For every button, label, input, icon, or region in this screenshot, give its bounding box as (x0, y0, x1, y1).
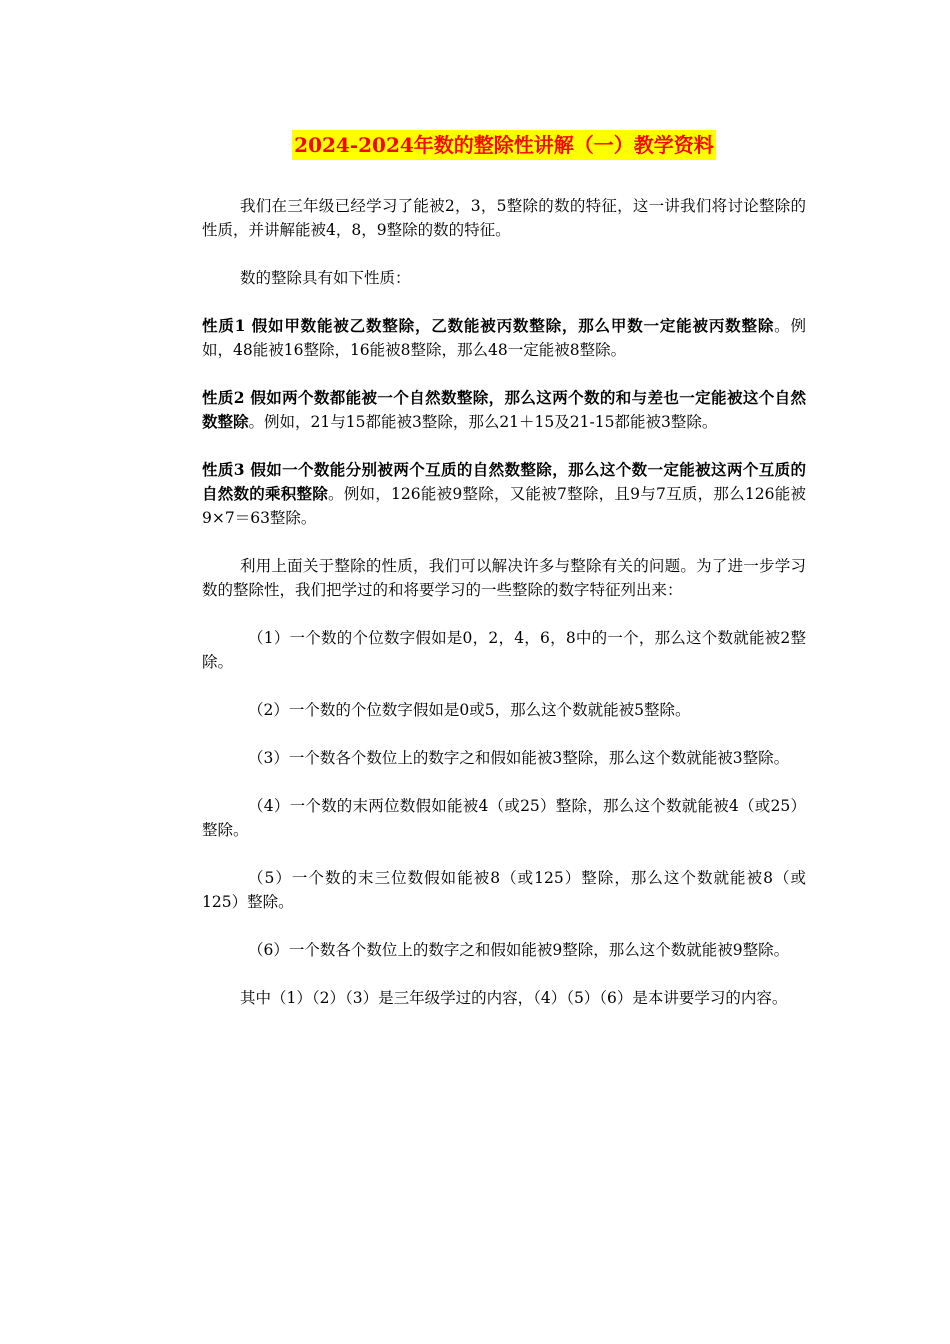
feature-item-5: （5）一个数的末三位数假如能被8（或125）整除，那么这个数就能被8（或125）整除。 (202, 869, 806, 911)
property-1-statement: 性质1 假如甲数能被乙数整除，乙数能被丙数整除，那么甲数一定能被丙数整除 (202, 316, 775, 335)
properties-intro: 数的整除具有如下性质： (240, 269, 411, 287)
intro-paragraph: 我们在三年级已经学习了能被2，3，5整除的数的特征，这一讲我们将讨论整除的性质，并讲解能被4，8，9整除的数的特征。 (202, 197, 806, 239)
title-block (202, 130, 806, 160)
property-1-example: 。例如，48能被16整除，16能被8整除，那么48一定能被8整除。 (202, 317, 806, 359)
property-1 (202, 314, 806, 362)
closing-paragraph: 其中（1）（2）（3）是三年级学过的内容，（4）（5）（6）是本讲要学习的内容。 (240, 989, 788, 1007)
property-2-example: 。例如，21与15都能被3整除，那么21＋15及21-15都能被3整除。 (248, 413, 718, 431)
property-2 (202, 386, 806, 434)
feature-item-6: （6）一个数各个数位上的数字之和假如能被9整除，那么这个数就能被9整除。 (248, 941, 790, 959)
feature-item-2: （2）一个数的个位数字假如是0或5，那么这个数就能被5整除。 (248, 701, 691, 719)
feature-item-4: （4）一个数的末两位数假如能被4（或25）整除，那么这个数就能被4（或25）整除。 (202, 797, 806, 839)
document-page (202, 130, 806, 1034)
property-3-example: 。例如，126能被9整除，又能被7整除，且9与7互质，那么126能被9×7＝63整除。 (202, 485, 806, 527)
property-3-statement: 性质3 假如一个数能分别被两个互质的自然数整除，那么这个数一定能被这两个互质的自然数的乘积整除 (202, 460, 806, 503)
property-3 (202, 458, 806, 530)
feature-item-1: （1）一个数的个位数字假如是0，2，4，6，8中的一个，那么这个数就能被2整除。 (202, 629, 806, 671)
feature-item-3: （3）一个数各个数位上的数字之和假如能被3整除，那么这个数就能被3整除。 (248, 749, 790, 767)
property-2-statement: 性质2 假如两个数都能被一个自然数整除，那么这两个数的和与差也一定能被这个自然数整除 (202, 388, 806, 431)
document-title: 2024-2024年数的整除性讲解（一）教学资料 (292, 130, 716, 160)
transition-paragraph: 利用上面关于整除的性质，我们可以解决许多与整除有关的问题。为了进一步学习数的整除性，我们把学过的和将要学习的一些整除的数字特征列出来： (202, 557, 806, 599)
